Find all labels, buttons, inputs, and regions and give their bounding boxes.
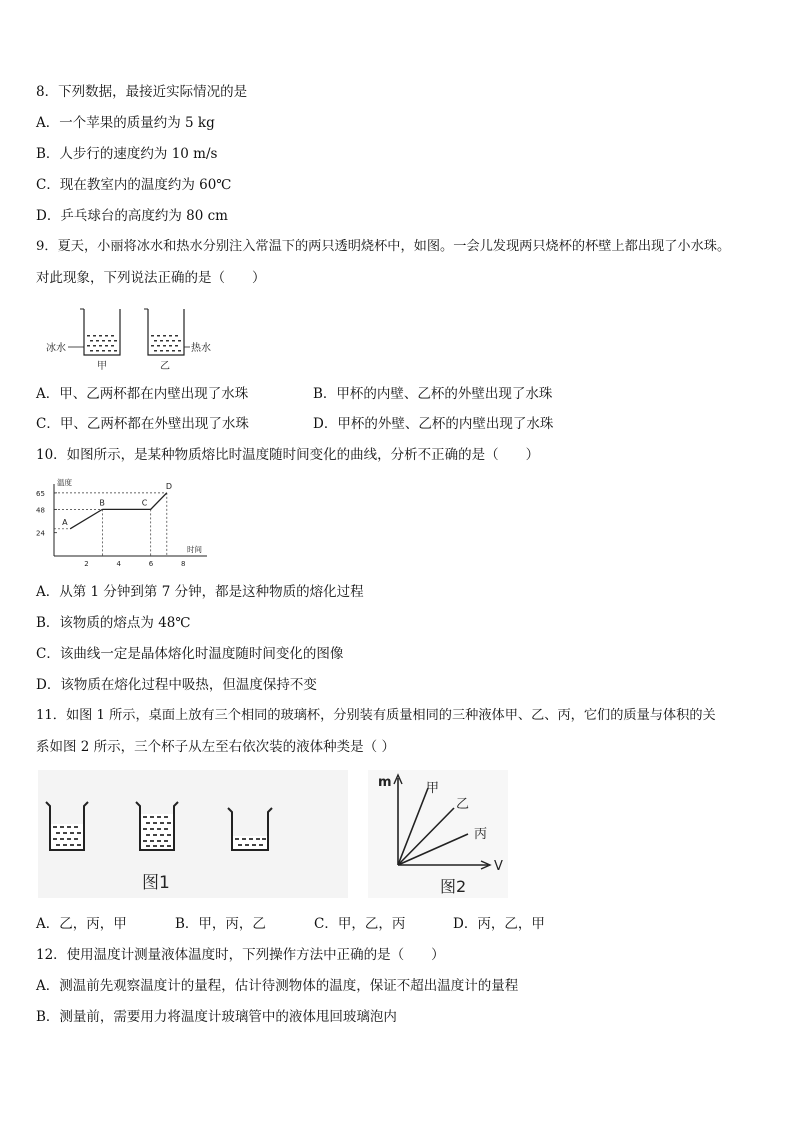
y-axis-label: 温度 [57, 478, 72, 487]
q11-fig2-axis-y: m [378, 775, 392, 790]
curve-segment-0 [70, 509, 102, 528]
q11-option-d: D．丙，乙，甲 [453, 916, 545, 932]
q9-option-b: B．甲杯的内壁、乙杯的外壁出现了水珠 [313, 386, 553, 402]
q11-figure-1 [38, 770, 348, 898]
point-label-b: B [99, 498, 105, 508]
x-tick-label-0: 2 [84, 560, 89, 568]
q11-label-jia: 甲 [426, 781, 440, 796]
q12-option-b: B．测量前，需要用力将温度计玻璃管中的液体甩回玻璃泡内 [36, 1009, 397, 1025]
q11-option-b: B．甲，丙，乙 [175, 916, 266, 932]
q9-stem-line2: 对此现象，下列说法正确的是（ ） [36, 270, 266, 286]
q9-stem-line1: 9．夏天，小丽将冰水和热水分别注入常温下的两只透明烧杯中，如图。一会儿发现两只烧杯的杯壁上都出现了小水珠。 [36, 239, 731, 254]
q10-stem: 10．如图所示，是某种物质熔比时温度随时间变化的曲线，分析不正确的是（ ） [36, 447, 540, 463]
curve-segment-2 [151, 493, 167, 510]
x-tick-label-1: 4 [116, 560, 121, 568]
x-tick-label-3: 8 [180, 560, 186, 568]
q11-option-c: C．甲，乙，丙 [314, 916, 406, 932]
q12-stem: 12．使用温度计测量液体温度时，下列操作方法中正确的是（ ） [36, 947, 445, 963]
q11-stem-line1: 11．如图 1 所示，桌面上放有三个相同的玻璃杯，分别装有质量相同的三种液体甲、乙、丙，它们的质量与体积的关 [36, 708, 716, 723]
y-tick-label-0: 24 [36, 529, 45, 538]
q11-label-bing: 丙 [474, 827, 488, 842]
q9-cup2-label: 乙 [160, 361, 170, 372]
q11-stem-line2: 系如图 2 所示，三个杯子从左至右依次装的液体种类是（ ） [36, 739, 395, 755]
q11-fig1-caption: 图1 [142, 873, 170, 893]
q11-option-a: A．乙，丙，甲 [36, 916, 127, 932]
q9-beakers-figure [44, 305, 224, 375]
q12-option-a: A．测温前先观察温度计的量程，估计待测物体的温度，保证不超出温度计的量程 [36, 978, 519, 994]
q9-right-label: 热水 [191, 343, 211, 354]
q8-option-a: A．一个苹果的质量约为 5 kg [36, 115, 215, 131]
y-tick-label-1: 48 [36, 506, 45, 515]
q9-left-label: 冰水 [46, 343, 66, 354]
q10-option-a: A．从第 1 分钟到第 7 分钟，都是这种物质的熔化过程 [36, 584, 364, 600]
q8-stem: 8．下列数据，最接近实际情况的是 [36, 84, 248, 100]
q9-cup1-label: 甲 [97, 361, 107, 372]
x-axis-label: 时间 [187, 545, 202, 554]
q11-fig2-axis-x: V [494, 859, 503, 874]
x-tick-label-2: 6 [148, 560, 154, 568]
point-label-a: A [62, 517, 68, 527]
q9-option-a: A．甲、乙两杯都在内壁出现了水珠 [36, 386, 249, 402]
point-label-c: C [141, 498, 148, 508]
q10-option-d: D．该物质在熔化过程中吸热，但温度保持不变 [36, 677, 317, 693]
q10-option-b: B．该物质的熔点为 48℃ [36, 615, 191, 631]
q8-option-b: B．人步行的速度约为 10 m/s [36, 146, 218, 162]
point-label-d: D [165, 481, 172, 491]
q11-figure-2 [368, 770, 508, 898]
q9-option-c: C．甲、乙两杯都在外壁出现了水珠 [36, 416, 249, 432]
q11-fig2-caption: 图2 [440, 877, 467, 896]
q8-option-c: C．现在教室内的温度约为 60℃ [36, 177, 232, 193]
q9-option-d: D．甲杯的外壁、乙杯的内壁出现了水珠 [313, 416, 554, 432]
q11-label-yi: 乙 [456, 797, 470, 812]
q10-melting-chart [36, 478, 216, 568]
q10-option-c: C．该曲线一定是晶体熔化时温度随时间变化的图像 [36, 646, 344, 662]
q8-option-d: D．乒乓球台的高度约为 80 cm [36, 208, 228, 224]
y-tick-label-2: 65 [36, 489, 45, 498]
